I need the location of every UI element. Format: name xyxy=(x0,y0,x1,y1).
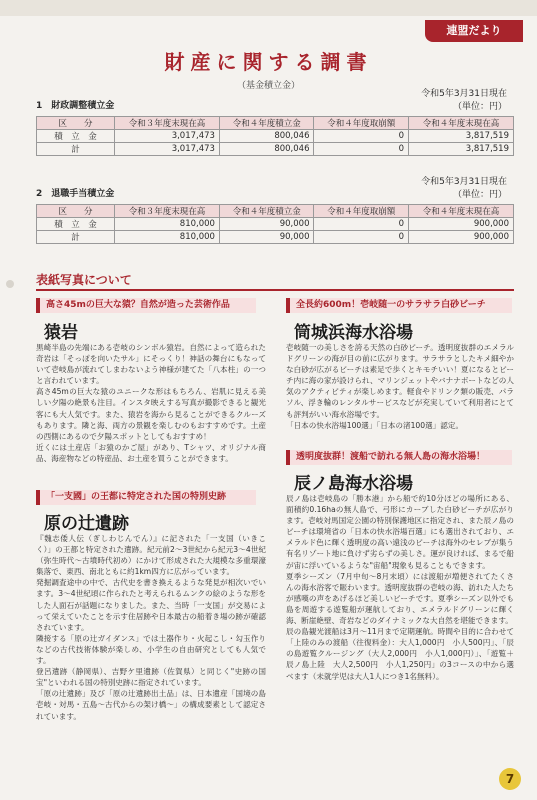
table-cell: 3,017,473 xyxy=(115,130,220,143)
body-paragraph: 高さ45mの巨大な猿のユニークな形はもちろん、岩肌に見える美しい夕陽の絶景も注目。インスタ映えする写真が撮影できると観光客にも大人気です。また、猿岩を海から見ることができるクルーズもあります。隣と海、両方の景観を楽しむのもおすすめです。土産の西側にあるので夕陽スポットとしてもおすすめ！ xyxy=(36,387,266,441)
section2-unit: （単位：円） xyxy=(452,190,507,200)
table-cell: 800,046 xyxy=(219,143,314,156)
table-cell: 900,000 xyxy=(409,231,514,244)
table-cell: 0 xyxy=(314,130,409,143)
body-paragraph: 辰ノ島は壱岐島の「勝本港」から船で約10分ほどの場所にある、面積約0.16haの無人島で、弓形にカーブした白砂ビーチが広がります。壱岐対馬国定公園の特別保護地区に指定され、また辰ノ島のビーチは環境省の「日本の快水浴場百選」にも選出されており、エメラルド色に輝く透明度の高い遠浅のビーチは海外のセレブが集う有名リゾート地に負けず劣らずの美しさ。運が良ければ、まるで船が宙に浮いているような"宙船"現象も見ることもできます。 xyxy=(286,494,514,570)
table-cell: 3,817,519 xyxy=(409,143,514,156)
table-header-cell: 区 分 xyxy=(37,117,115,130)
harunotsuji-body xyxy=(36,533,274,722)
section1-date-block xyxy=(421,88,507,114)
table-header-cell: 令和４年度積立金 xyxy=(219,117,314,130)
body-paragraph: 「原の辻遺跡」及び「原の辻遺跡出土品」は、日本遺産「国境の島 壱岐・対馬・五島〜古代からの架け橋〜」の構成要素として認定されています。 xyxy=(36,689,274,721)
section2-date: 令和5年3月31日現在 xyxy=(421,177,507,187)
table-header-cell: 令和３年度末現在高 xyxy=(115,205,220,218)
table-row xyxy=(37,231,514,244)
body-paragraph: 「日本の快水浴場100選」「日本の渚100選」認定。 xyxy=(286,420,464,430)
tatsunoshima-tagline: 透明度抜群！渡船で訪れる無人島の海水浴場！ xyxy=(286,450,512,465)
body-paragraph: 発掘調査途中の中で、古代史を書き換えるような発見が相次いでいます。3〜4世紀頃に作られたと考えられるムンクの絵のような形をした人面石が話題になりました。また、当時「一支国」が交易によって栄えていたことを示す住居跡や日本最古の船着き場の跡が確認されています。 xyxy=(36,578,266,632)
page-subtitle: （基金積立金） xyxy=(236,81,300,91)
table-cell: 3,017,473 xyxy=(115,143,220,156)
table-cell: 0 xyxy=(314,143,409,156)
table-cell: 900,000 xyxy=(409,218,514,231)
body-paragraph: 近くには土産店「お猿のかご屋」があり、Tシャツ、オリジナル商品、海産物などの特産品、お土産を買うことができます。 xyxy=(36,442,266,463)
table-header-row xyxy=(37,205,514,218)
section1-unit: （単位：円） xyxy=(452,102,507,112)
harunotsuji-title: 原の辻遺跡 xyxy=(44,514,129,534)
body-paragraph: 隣接する「原の辻ガイダンス」では土器作り・火起こし・勾玉作りなどの古代技術体験が楽しめ、小学生の自由研究としても人気です。 xyxy=(36,633,266,666)
tsutsukihama-tagline: 全長約600m！壱岐随一のサラサラ白砂ビーチ xyxy=(286,298,512,313)
section2-table xyxy=(36,204,514,244)
table-row xyxy=(37,218,514,231)
table-header-cell: 令和４年度末現在高 xyxy=(409,205,514,218)
table-cell: 3,817,519 xyxy=(409,130,514,143)
table-cell: 0 xyxy=(314,231,409,244)
page-title: 財産に関する調書 xyxy=(164,50,373,74)
table-header-cell: 区 分 xyxy=(37,205,115,218)
page-number: 7 xyxy=(499,768,521,790)
tsutsukihama-title: 筒城浜海水浴場 xyxy=(294,323,413,343)
body-paragraph: 『魏志倭人伝（ぎしわじんでん）』に記された「一支国（いきこく）」の王都と特定された遺跡。紀元前2〜3世紀から紀元3〜4世紀（弥生時代〜古墳時代初め）にかけて形成された大規模な多重環濠集落で、東西、南北ともに約1km四方に広がっています。 xyxy=(36,534,266,577)
body-paragraph: 登呂遺跡（静岡県）、吉野ケ里遺跡（佐賀県）と同じく"史跡の国宝"といわれる国の特別史跡に指定されています。 xyxy=(36,667,266,688)
tatsunoshima-title: 辰ノ島海水浴場 xyxy=(294,474,413,494)
table-header-cell: 令和４年度取崩額 xyxy=(314,117,409,130)
section2-date-block xyxy=(421,176,507,202)
table-cell: 計 xyxy=(37,231,115,244)
table-row xyxy=(37,130,514,143)
saruiwa-title: 猿岩 xyxy=(44,323,78,343)
table-header-cell: 令和４年度積立金 xyxy=(219,205,314,218)
section1-table xyxy=(36,116,514,156)
body-paragraph: 壱岐随一の美しさを誇る天然の白砂ビーチ。透明度抜群のエメラルドグリーンの海が目の前に広がります。サラサラとしたキメ細やかな白砂が広がるビーチは素足で歩くとキモチいい！夏になるとビーチ内に海の家が設けられ、マリンジェットやバナナボートなどの人気のアクティビティが楽しめます。軽食やドリンク類の販売、パラソル、浮き輪のレンタルサービスなどが充実していて利用者にとても評判がいい海水浴場です。 xyxy=(286,343,514,419)
harunotsuji-tagline: 「一支國」の王都に特定された国の特別史跡 xyxy=(36,490,256,505)
body-paragraph: 辰の島観光渡船は3月〜11月まで定期運航。時間や目的に合わせて「上陸のみの渡船（往復料金）：大人1,000円 小人500円」、「辰の島遊覧クルージング（大人2,000円 小人1,000円）」、「遊覧＋辰ノ島上陸 大人2,500円 小人1,250円」の3コースの中から選べます（未就学児は大人1人につき1名無料）。 xyxy=(286,627,514,681)
body-paragraph: 夏季シーズン（7月中旬〜8月末頃）には渡船が増便されてたくさんの海水浴客で賑わいます。透明度抜群の壱岐の海、訪れた人たちが感嘆の声をあげるほど美しいビーチです。夏季シーズン以外でも島を周遊する遊覧船が運航しており、エメラルドグリーンに輝く海、断崖絶壁、奇岩などのダイナミックな大自然を堪能できます。 xyxy=(286,571,514,626)
table-header-cell: 令和３年度末現在高 xyxy=(115,117,220,130)
saruiwa-body xyxy=(36,342,266,464)
tsutsukihama-body xyxy=(286,342,514,431)
section2-heading: 2 退職手当積立金 xyxy=(36,189,115,199)
table-cell: 800,046 xyxy=(219,130,314,143)
table-cell: 計 xyxy=(37,143,115,156)
section-tag: 連盟だより xyxy=(425,20,523,42)
table-cell: 0 xyxy=(314,218,409,231)
cover-heading: 表紙写真について xyxy=(36,271,514,291)
table-header-row xyxy=(37,117,514,130)
saruiwa-tagline: 高さ45mの巨大な猿？自然が造った芸術作品 xyxy=(36,298,256,313)
tatsunoshima-body xyxy=(286,493,514,682)
table-cell: 90,000 xyxy=(219,218,314,231)
table-cell: 積 立 金 xyxy=(37,218,115,231)
table-cell: 810,000 xyxy=(115,218,220,231)
table-header-cell: 令和４年度末現在高 xyxy=(409,117,514,130)
binder-hole xyxy=(6,280,14,288)
section1-date: 令和5年3月31日現在 xyxy=(421,89,507,99)
body-paragraph: 黒崎半島の先端にある壱岐のシンボル猿岩。自然によって造られた奇岩は「そっぽを向いたサル」にそっくり！神話の舞台にもなっていて壱岐島が流れてしまわないよう神様が建てた「八本柱」の一つと言われています。 xyxy=(36,343,266,386)
top-band xyxy=(0,0,537,16)
section1-heading: 1 財政調整積立金 xyxy=(36,101,115,111)
table-row xyxy=(37,143,514,156)
table-cell: 810,000 xyxy=(115,231,220,244)
table-cell: 積 立 金 xyxy=(37,130,115,143)
table-cell: 90,000 xyxy=(219,231,314,244)
table-header-cell: 令和４年度取崩額 xyxy=(314,205,409,218)
